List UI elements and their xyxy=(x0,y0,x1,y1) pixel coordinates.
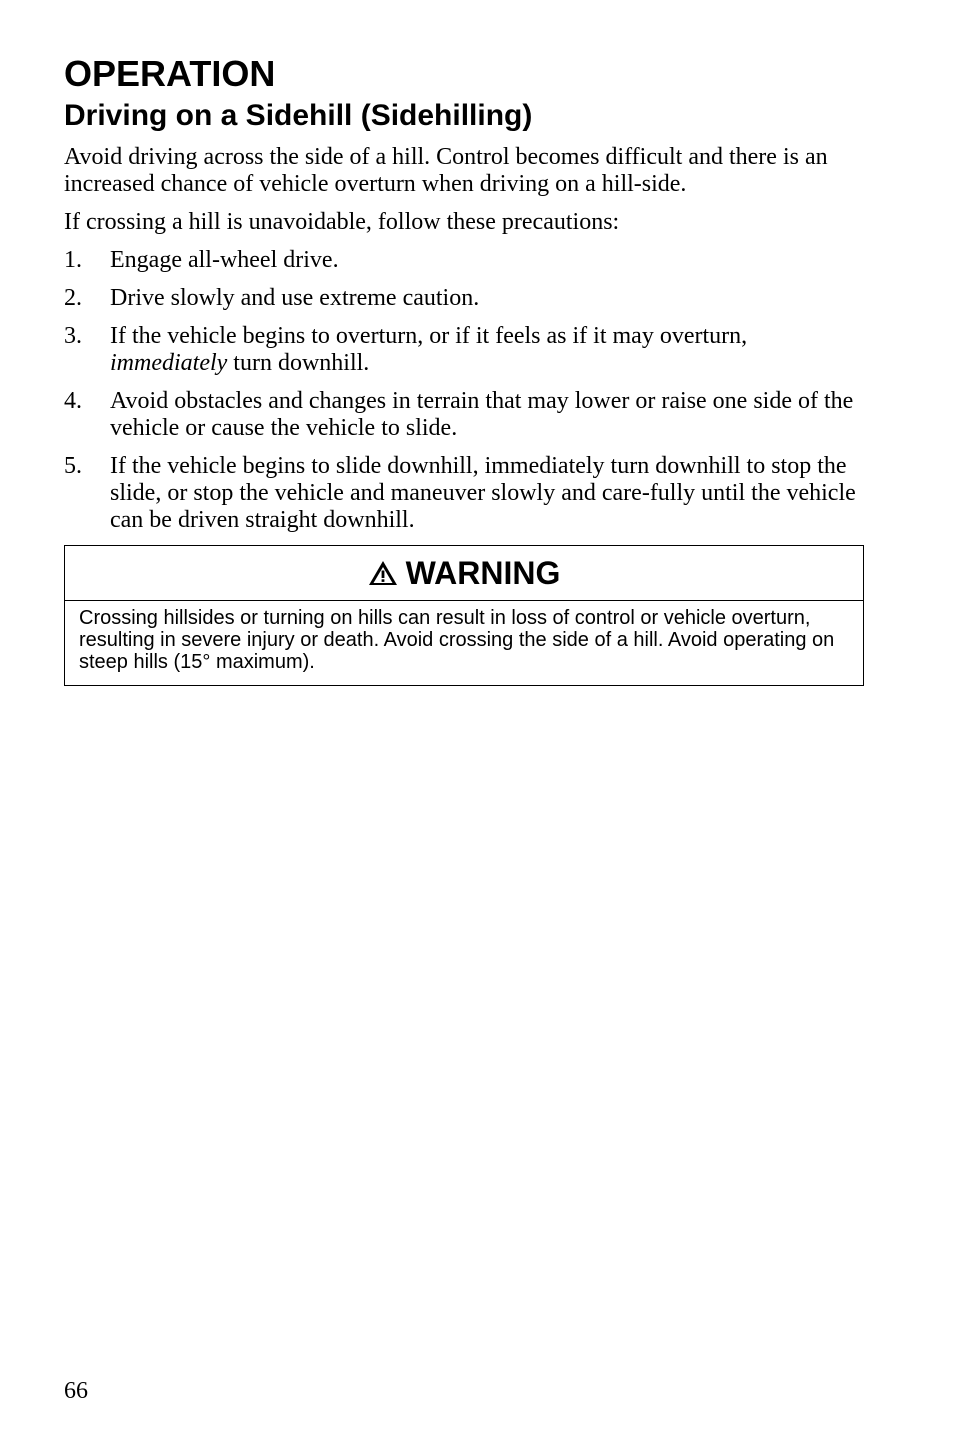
subsection-title: Driving on a Sidehill (Sidehilling) xyxy=(64,99,533,132)
page-number: 66 xyxy=(64,1378,88,1404)
warning-text: Crossing hillsides or turning on hills can result in loss of control or vehicle overturn, resulting in severe injury or death. Avoid crossing the side of a hill. Avoid operating on steep hills (15° maximum). xyxy=(79,607,835,673)
list-item-number: 3. xyxy=(64,323,82,349)
list-item-text: Drive slowly and use extreme caution. xyxy=(110,285,480,311)
list-item-number: 1. xyxy=(64,247,82,273)
precautions-lead: If crossing a hill is unavoidable, follow these precautions: xyxy=(64,209,620,235)
precautions-list xyxy=(64,247,864,534)
list-item-text: turn downhill. xyxy=(233,350,370,376)
warning-triangle-icon xyxy=(368,560,398,586)
list-item-text: Engage all-wheel drive. xyxy=(110,247,339,273)
warning-header xyxy=(65,546,863,601)
warning-box xyxy=(64,545,864,686)
warning-label: WARNING xyxy=(405,554,561,591)
list-item-number: 4. xyxy=(64,388,82,414)
list-item-text: Avoid obstacles and changes in terrain that may lower or raise one side of the vehicle or cause the vehicle to slide. xyxy=(110,388,854,441)
list-item xyxy=(64,247,864,274)
list-item-number: 2. xyxy=(64,285,82,311)
manual-page xyxy=(64,52,864,686)
list-item xyxy=(64,323,864,377)
list-item-number: 5. xyxy=(64,453,82,479)
section-title: OPERATION xyxy=(64,53,276,94)
list-item xyxy=(64,453,864,534)
intro-paragraph: Avoid driving across the side of a hill. Control becomes difficult and there is an increased chance of vehicle overturn when driving on a hill-side. xyxy=(64,144,828,197)
list-item-text: If the vehicle begins to slide downhill, immediately turn downhill to stop the slide, or stop the vehicle and maneuver slowly and care-fully until the vehicle can be driven straight downhill. xyxy=(110,453,856,533)
list-item-text: If the vehicle begins to overturn, or if it feels as if it may overturn, xyxy=(110,323,748,349)
list-item xyxy=(64,388,864,442)
list-item-emphasis: immediately xyxy=(110,350,228,376)
list-item xyxy=(64,285,864,312)
